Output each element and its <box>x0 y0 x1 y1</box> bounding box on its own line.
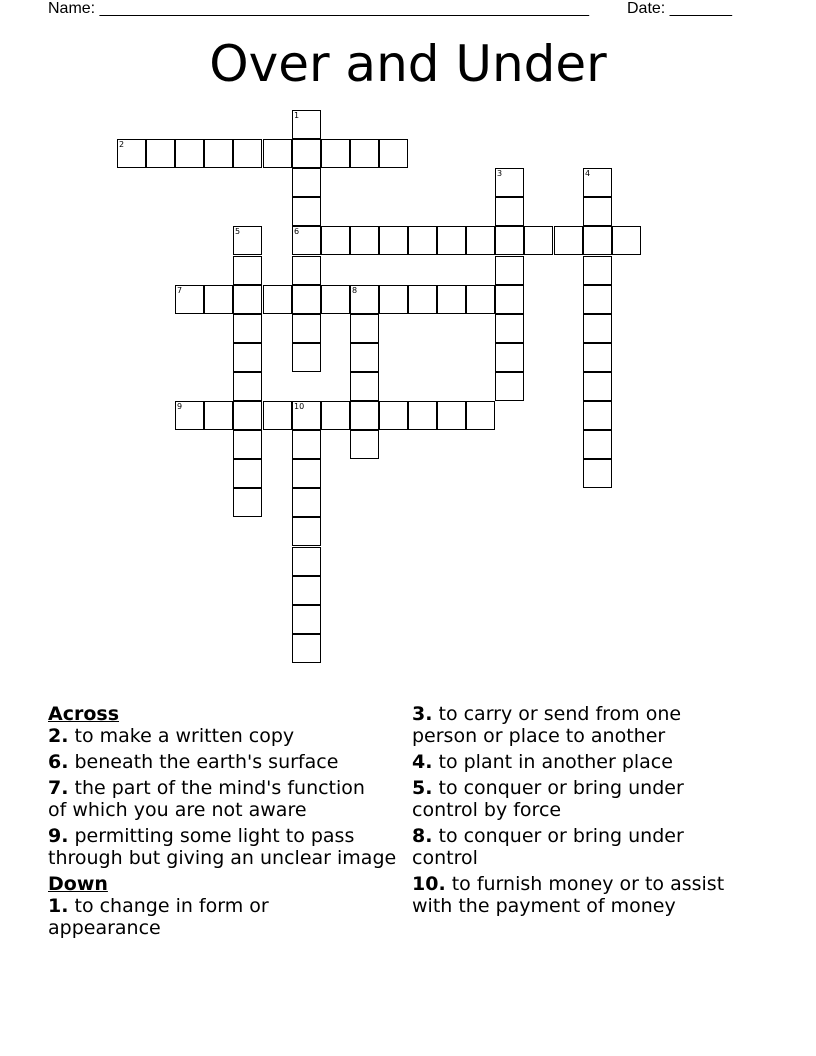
grid-cell[interactable] <box>495 226 524 255</box>
clue-text: the part of the mind's function of which you are not aware <box>48 777 365 821</box>
clue-down-1 <box>48 895 298 939</box>
clue-across-6 <box>48 751 408 773</box>
across-heading: Across <box>48 703 120 725</box>
grid-cell[interactable] <box>292 343 321 372</box>
grid-cell[interactable] <box>379 226 408 255</box>
grid-cell[interactable] <box>321 139 350 168</box>
grid-cell[interactable] <box>554 226 583 255</box>
grid-cell[interactable] <box>350 401 379 430</box>
grid-cell[interactable] <box>292 401 321 430</box>
grid-cell[interactable] <box>175 139 204 168</box>
grid-cell[interactable] <box>204 401 233 430</box>
cell-number: 3 <box>497 169 503 178</box>
clue-number: 4. <box>412 751 433 773</box>
clue-text: to make a written copy <box>68 725 295 747</box>
cell-number: 10 <box>294 402 305 411</box>
cell-number: 2 <box>119 140 125 149</box>
cell-number: 5 <box>235 227 241 236</box>
grid-cell[interactable] <box>292 605 321 634</box>
grid-cell[interactable] <box>437 285 466 314</box>
grid-cell[interactable] <box>583 314 612 343</box>
grid-cell[interactable] <box>408 401 437 430</box>
grid-cell[interactable] <box>350 139 379 168</box>
grid-cell[interactable] <box>495 372 524 401</box>
grid-cell[interactable] <box>437 401 466 430</box>
grid-cell[interactable] <box>524 226 553 255</box>
clue-text: to furnish money or to assist with the payment of money <box>412 873 725 917</box>
grid-cell[interactable] <box>292 314 321 343</box>
grid-cell[interactable] <box>495 285 524 314</box>
clue-number: 6. <box>48 751 69 773</box>
grid-cell[interactable] <box>583 459 612 488</box>
clue-text: to conquer or bring under control <box>412 825 684 869</box>
grid-cell[interactable] <box>292 430 321 459</box>
grid-cell[interactable] <box>292 459 321 488</box>
grid-cell[interactable] <box>466 226 495 255</box>
cell-number: 9 <box>177 402 183 411</box>
clue-text: to change in form or appearance <box>48 895 269 939</box>
clue-text: to carry or send from one person or place to another <box>412 703 682 747</box>
grid-cell[interactable] <box>583 401 612 430</box>
clue-text: permitting some light to pass through but giving an unclear image <box>48 825 397 869</box>
grid-cell[interactable] <box>233 285 262 314</box>
grid-cell[interactable] <box>117 139 146 168</box>
clues-right-column <box>412 703 742 921</box>
grid-cell[interactable] <box>292 256 321 285</box>
grid-cell[interactable] <box>233 488 262 517</box>
clue-down-4 <box>412 751 742 773</box>
grid-cell[interactable] <box>437 226 466 255</box>
grid-cell[interactable] <box>379 139 408 168</box>
grid-cell[interactable] <box>350 343 379 372</box>
grid-cell[interactable] <box>350 372 379 401</box>
grid-cell[interactable] <box>233 459 262 488</box>
grid-cell[interactable] <box>321 285 350 314</box>
grid-cell[interactable] <box>583 256 612 285</box>
grid-cell[interactable] <box>263 285 292 314</box>
clue-number: 5. <box>412 777 433 799</box>
grid-cell[interactable] <box>495 168 524 197</box>
grid-cell[interactable] <box>495 314 524 343</box>
grid-cell[interactable] <box>292 285 321 314</box>
cell-number: 8 <box>352 286 358 295</box>
grid-cell[interactable] <box>204 139 233 168</box>
grid-cell[interactable] <box>263 139 292 168</box>
grid-cell[interactable] <box>379 285 408 314</box>
clue-down-10 <box>412 873 742 917</box>
grid-cell[interactable] <box>233 343 262 372</box>
grid-cell[interactable] <box>233 226 262 255</box>
grid-cell[interactable] <box>292 110 321 139</box>
grid-cell[interactable] <box>583 343 612 372</box>
clue-text: to conquer or bring under control by force <box>412 777 684 821</box>
clue-text: beneath the earth's surface <box>68 751 339 773</box>
grid-cell[interactable] <box>204 285 233 314</box>
grid-cell[interactable] <box>292 226 321 255</box>
clue-down-5 <box>412 777 702 821</box>
grid-cell[interactable] <box>233 139 262 168</box>
page-title: Over and Under <box>209 35 607 93</box>
grid-cell[interactable] <box>408 226 437 255</box>
grid-cell[interactable] <box>350 226 379 255</box>
clue-across-9 <box>48 825 408 869</box>
clue-number: 7. <box>48 777 69 799</box>
grid-cell[interactable] <box>495 197 524 226</box>
grid-cell[interactable] <box>292 197 321 226</box>
grid-cell[interactable] <box>175 401 204 430</box>
clue-number: 3. <box>412 703 433 725</box>
clue-number: 10. <box>412 873 446 895</box>
grid-cell[interactable] <box>466 401 495 430</box>
clue-number: 1. <box>48 895 69 917</box>
cell-number: 4 <box>585 169 591 178</box>
grid-cell[interactable] <box>466 285 495 314</box>
grid-cell[interactable] <box>612 226 641 255</box>
grid-cell[interactable] <box>175 285 204 314</box>
clue-text: to plant in another place <box>432 751 673 773</box>
grid-cell[interactable] <box>495 256 524 285</box>
grid-cell[interactable] <box>583 168 612 197</box>
grid-cell[interactable] <box>233 314 262 343</box>
grid-cell[interactable] <box>583 285 612 314</box>
grid-cell[interactable] <box>408 285 437 314</box>
clue-down-3 <box>412 703 702 747</box>
cell-number: 7 <box>177 286 183 295</box>
date-field-label: Date: _______ <box>627 0 732 17</box>
grid-cell[interactable] <box>146 139 175 168</box>
grid-cell[interactable] <box>233 401 262 430</box>
grid-cell[interactable] <box>583 226 612 255</box>
grid-cell[interactable] <box>292 488 321 517</box>
grid-cell[interactable] <box>379 401 408 430</box>
grid-cell[interactable] <box>321 401 350 430</box>
grid-cell[interactable] <box>233 372 262 401</box>
grid-cell[interactable] <box>583 430 612 459</box>
clue-number: 8. <box>412 825 433 847</box>
clue-down-8 <box>412 825 702 869</box>
clue-number: 9. <box>48 825 69 847</box>
down-heading: Down <box>48 873 108 895</box>
grid-cell[interactable] <box>292 168 321 197</box>
grid-cell[interactable] <box>350 430 379 459</box>
grid-cell[interactable] <box>583 197 612 226</box>
clue-number: 2. <box>48 725 69 747</box>
grid-cell[interactable] <box>321 226 350 255</box>
cell-number: 6 <box>294 227 300 236</box>
grid-cell[interactable] <box>495 343 524 372</box>
grid-cell[interactable] <box>292 517 321 546</box>
grid-cell[interactable] <box>292 139 321 168</box>
name-field-label: Name: _______________________________________________________ <box>48 0 589 17</box>
grid-cell[interactable] <box>233 430 262 459</box>
grid-cell[interactable] <box>350 314 379 343</box>
grid-cell[interactable] <box>233 256 262 285</box>
grid-cell[interactable] <box>263 401 292 430</box>
grid-cell[interactable] <box>292 634 321 663</box>
grid-cell[interactable] <box>292 547 321 576</box>
grid-cell[interactable] <box>292 576 321 605</box>
clues-left-column <box>48 703 408 943</box>
grid-cell[interactable] <box>350 285 379 314</box>
clue-across-2 <box>48 725 408 747</box>
grid-cell[interactable] <box>583 372 612 401</box>
clue-across-7 <box>48 777 388 821</box>
cell-number: 1 <box>294 111 300 120</box>
